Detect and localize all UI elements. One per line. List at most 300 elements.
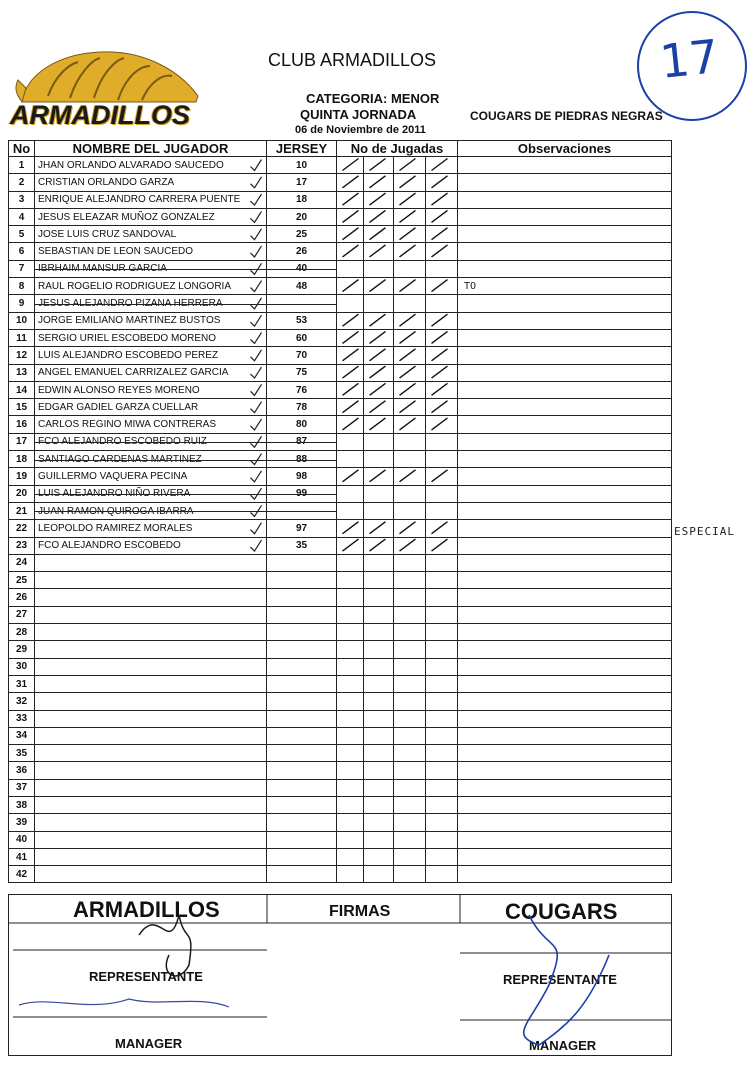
notes-cell: [458, 381, 672, 398]
player-name: [35, 693, 267, 710]
notes-cell: [458, 745, 672, 762]
notes-cell: [458, 831, 672, 848]
play-check-1: [337, 796, 364, 813]
play-check-4: [426, 174, 458, 191]
play-check-1: [337, 485, 364, 502]
row-number: 15: [9, 399, 35, 416]
play-check-2: [364, 433, 394, 450]
row-number: 14: [9, 381, 35, 398]
row-number: 2: [9, 174, 35, 191]
jersey-number: [267, 606, 337, 623]
player-name: EDWIN ALONSO REYES MORENO: [35, 381, 267, 398]
jersey-number: 18: [267, 191, 337, 208]
play-check-1: [337, 779, 364, 796]
player-name: [35, 814, 267, 831]
player-name: LUIS ALEJANDRO ESCOBEDO PEREZ: [35, 347, 267, 364]
table-row: [9, 329, 672, 346]
play-check-2: [364, 260, 394, 277]
row-number: 30: [9, 658, 35, 675]
player-name: ENRIQUE ALEJANDRO CARRERA PUENTE: [35, 191, 267, 208]
notes-cell: [458, 208, 672, 225]
play-check-2: [364, 191, 394, 208]
play-check-1: [337, 572, 364, 589]
play-check-2: [364, 208, 394, 225]
signature-scribbles: [9, 895, 671, 1055]
row-number: 37: [9, 779, 35, 796]
player-name: [35, 796, 267, 813]
play-check-4: [426, 520, 458, 537]
table-row: [9, 710, 672, 727]
table-row: [9, 208, 672, 225]
play-check-4: [426, 157, 458, 174]
row-number: 40: [9, 831, 35, 848]
play-check-2: [364, 364, 394, 381]
play-check-4: [426, 779, 458, 796]
play-check-3: [394, 675, 426, 692]
row-number: 27: [9, 606, 35, 623]
play-check-3: [394, 520, 426, 537]
jersey-number: [267, 693, 337, 710]
player-name: JORGE EMILIANO MARTINEZ BUSTOS: [35, 312, 267, 329]
table-row: [9, 675, 672, 692]
play-check-2: [364, 399, 394, 416]
play-check-2: [364, 606, 394, 623]
side-note: ESPECIAL: [674, 525, 735, 538]
play-check-4: [426, 624, 458, 641]
table-row: [9, 174, 672, 191]
play-check-2: [364, 226, 394, 243]
notes-cell: [458, 710, 672, 727]
play-check-4: [426, 641, 458, 658]
notes-cell: TO: [458, 278, 672, 295]
play-check-3: [394, 243, 426, 260]
player-name: FCO ALEJANDRO ESCOBEDO RUIZ: [35, 433, 267, 450]
notes-cell: [458, 554, 672, 571]
jersey-number: [267, 572, 337, 589]
play-check-3: [394, 260, 426, 277]
player-name: JOSE LUIS CRUZ SANDOVAL: [35, 226, 267, 243]
player-name: SEBASTIAN DE LEON SAUCEDO: [35, 243, 267, 260]
notes-cell: [458, 693, 672, 710]
play-check-1: [337, 624, 364, 641]
table-row: [9, 641, 672, 658]
notes-cell: [458, 814, 672, 831]
player-name: [35, 606, 267, 623]
notes-cell: [458, 485, 672, 502]
jersey-number: [267, 814, 337, 831]
table-row: [9, 624, 672, 641]
play-check-2: [364, 243, 394, 260]
notes-cell: [458, 624, 672, 641]
play-check-2: [364, 381, 394, 398]
notes-cell: [458, 295, 672, 312]
play-check-4: [426, 554, 458, 571]
row-number: 35: [9, 745, 35, 762]
jersey-number: [267, 710, 337, 727]
play-check-3: [394, 468, 426, 485]
player-name: GUILLERMO VAQUERA PECINA: [35, 468, 267, 485]
play-check-4: [426, 675, 458, 692]
notes-cell: [458, 174, 672, 191]
table-row: [9, 779, 672, 796]
notes-cell: [458, 796, 672, 813]
play-check-1: [337, 554, 364, 571]
player-name: JHAN ORLANDO ALVARADO SAUCEDO: [35, 157, 267, 174]
player-name: FCO ALEJANDRO ESCOBEDO: [35, 537, 267, 554]
table-row: [9, 260, 672, 277]
notes-cell: [458, 399, 672, 416]
play-check-2: [364, 866, 394, 883]
row-number: 41: [9, 848, 35, 865]
table-row: [9, 226, 672, 243]
row-number: 25: [9, 572, 35, 589]
play-check-4: [426, 329, 458, 346]
play-check-1: [337, 399, 364, 416]
table-row: [9, 157, 672, 174]
play-check-3: [394, 364, 426, 381]
table-row: [9, 416, 672, 433]
jersey-number: 60: [267, 329, 337, 346]
play-check-2: [364, 675, 394, 692]
play-check-2: [364, 796, 394, 813]
table-row: [9, 589, 672, 606]
play-check-1: [337, 537, 364, 554]
table-row: [9, 295, 672, 312]
home-team-label: ARMADILLOS: [73, 897, 220, 922]
jersey-number: [267, 675, 337, 692]
jersey-number: [267, 779, 337, 796]
player-name: [35, 675, 267, 692]
play-check-3: [394, 399, 426, 416]
play-check-1: [337, 208, 364, 225]
row-number: 9: [9, 295, 35, 312]
play-check-4: [426, 416, 458, 433]
firmas-label: FIRMAS: [329, 903, 391, 920]
signature-section: [8, 894, 672, 1056]
notes-cell: [458, 416, 672, 433]
play-check-2: [364, 451, 394, 468]
play-check-3: [394, 745, 426, 762]
play-check-3: [394, 814, 426, 831]
play-check-2: [364, 157, 394, 174]
table-row: [9, 796, 672, 813]
table-row: [9, 451, 672, 468]
play-check-4: [426, 831, 458, 848]
logo-text: ARMADILLOS: [10, 100, 190, 130]
play-check-4: [426, 312, 458, 329]
play-check-4: [426, 814, 458, 831]
notes-cell: [458, 848, 672, 865]
player-name: [35, 710, 267, 727]
play-check-4: [426, 226, 458, 243]
play-check-1: [337, 710, 364, 727]
play-check-3: [394, 831, 426, 848]
row-number: 20: [9, 485, 35, 502]
player-name: [35, 658, 267, 675]
play-check-3: [394, 485, 426, 502]
row-number: 3: [9, 191, 35, 208]
notes-cell: [458, 641, 672, 658]
table-row: [9, 364, 672, 381]
table-row: [9, 831, 672, 848]
row-number: 29: [9, 641, 35, 658]
row-number: 4: [9, 208, 35, 225]
play-check-1: [337, 658, 364, 675]
table-row: [9, 312, 672, 329]
notes-cell: [458, 433, 672, 450]
play-check-4: [426, 208, 458, 225]
play-check-3: [394, 658, 426, 675]
play-check-3: [394, 848, 426, 865]
row-number: 23: [9, 537, 35, 554]
row-number: 36: [9, 762, 35, 779]
jersey-number: 26: [267, 243, 337, 260]
table-row: [9, 727, 672, 744]
table-row: [9, 520, 672, 537]
table-row: [9, 606, 672, 623]
jersey-number: 70: [267, 347, 337, 364]
play-check-3: [394, 606, 426, 623]
col-plays: No de Jugadas: [337, 141, 458, 157]
notes-cell: [458, 606, 672, 623]
row-number: 18: [9, 451, 35, 468]
jersey-number: 10: [267, 157, 337, 174]
row-number: 42: [9, 866, 35, 883]
jersey-number: [267, 502, 337, 519]
play-check-3: [394, 693, 426, 710]
jersey-number: 98: [267, 468, 337, 485]
play-check-3: [394, 589, 426, 606]
play-check-1: [337, 693, 364, 710]
notes-cell: [458, 537, 672, 554]
jersey-number: 53: [267, 312, 337, 329]
play-check-1: [337, 243, 364, 260]
table-row: [9, 347, 672, 364]
play-check-3: [394, 381, 426, 398]
col-no: No: [9, 141, 35, 157]
play-check-4: [426, 347, 458, 364]
player-name: CARLOS REGINO MIWA CONTRERAS: [35, 416, 267, 433]
notes-cell: [458, 260, 672, 277]
jersey-number: [267, 831, 337, 848]
table-row: [9, 848, 672, 865]
play-check-2: [364, 831, 394, 848]
jersey-number: [267, 866, 337, 883]
play-check-4: [426, 727, 458, 744]
play-check-2: [364, 174, 394, 191]
home-rep-label: REPRESENTANTE: [89, 969, 203, 984]
notes-cell: [458, 779, 672, 796]
jersey-number: 88: [267, 451, 337, 468]
play-check-2: [364, 295, 394, 312]
play-check-4: [426, 606, 458, 623]
jersey-number: 78: [267, 399, 337, 416]
play-check-1: [337, 848, 364, 865]
notes-cell: [458, 468, 672, 485]
play-check-4: [426, 451, 458, 468]
play-check-2: [364, 779, 394, 796]
notes-cell: [458, 762, 672, 779]
date-label: 06 de Noviembre de 2011: [295, 124, 426, 136]
play-check-3: [394, 572, 426, 589]
play-check-3: [394, 451, 426, 468]
jersey-number: [267, 641, 337, 658]
play-check-1: [337, 364, 364, 381]
jersey-number: 48: [267, 278, 337, 295]
play-check-1: [337, 295, 364, 312]
table-row: [9, 468, 672, 485]
jersey-number: [267, 762, 337, 779]
play-check-3: [394, 866, 426, 883]
play-check-4: [426, 191, 458, 208]
player-name: [35, 624, 267, 641]
play-check-3: [394, 624, 426, 641]
player-name: LUIS ALEJANDRO NIÑO RIVERA: [35, 485, 267, 502]
player-name: [35, 554, 267, 571]
notes-cell: [458, 589, 672, 606]
table-row: [9, 866, 672, 883]
play-check-3: [394, 537, 426, 554]
play-check-3: [394, 710, 426, 727]
play-check-4: [426, 693, 458, 710]
play-check-2: [364, 727, 394, 744]
player-name: [35, 745, 267, 762]
row-number: 12: [9, 347, 35, 364]
table-row: [9, 658, 672, 675]
notes-cell: [458, 364, 672, 381]
table-row: [9, 243, 672, 260]
play-check-4: [426, 537, 458, 554]
play-check-3: [394, 762, 426, 779]
table-row: [9, 485, 672, 502]
play-check-1: [337, 641, 364, 658]
table-row: [9, 762, 672, 779]
col-jersey: JERSEY: [267, 141, 337, 157]
player-name: JESUS ALEJANDRO PIZANA HERRERA: [35, 295, 267, 312]
play-check-2: [364, 416, 394, 433]
jersey-number: [267, 796, 337, 813]
jersey-number: 25: [267, 226, 337, 243]
notes-cell: [458, 191, 672, 208]
away-rep-label: REPRESENTANTE: [503, 972, 617, 987]
play-check-1: [337, 433, 364, 450]
play-check-2: [364, 589, 394, 606]
table-row: [9, 278, 672, 295]
play-check-1: [337, 675, 364, 692]
play-check-2: [364, 329, 394, 346]
player-name: RAUL ROGELIO RODRIGUEZ LONGORIA: [35, 278, 267, 295]
player-name: [35, 831, 267, 848]
row-number: 31: [9, 675, 35, 692]
play-check-2: [364, 745, 394, 762]
row-number: 10: [9, 312, 35, 329]
row-number: 11: [9, 329, 35, 346]
play-check-3: [394, 226, 426, 243]
round-label: QUINTA JORNADA: [300, 107, 417, 122]
play-check-2: [364, 537, 394, 554]
jersey-number: 20: [267, 208, 337, 225]
row-number: 19: [9, 468, 35, 485]
row-number: 28: [9, 624, 35, 641]
play-check-1: [337, 606, 364, 623]
play-check-1: [337, 260, 364, 277]
play-check-2: [364, 520, 394, 537]
play-check-1: [337, 416, 364, 433]
play-check-2: [364, 624, 394, 641]
row-number: 38: [9, 796, 35, 813]
row-number: 1: [9, 157, 35, 174]
play-check-3: [394, 278, 426, 295]
play-check-3: [394, 502, 426, 519]
notes-cell: [458, 451, 672, 468]
player-name: [35, 848, 267, 865]
roster-body: [9, 157, 672, 883]
play-check-1: [337, 451, 364, 468]
play-check-1: [337, 831, 364, 848]
table-row: [9, 433, 672, 450]
table-row: [9, 381, 672, 398]
notes-cell: [458, 243, 672, 260]
row-number: 32: [9, 693, 35, 710]
player-name: ANGEL EMANUEL CARRIZALEZ GARCIA: [35, 364, 267, 381]
player-name: [35, 779, 267, 796]
table-row: [9, 572, 672, 589]
play-check-1: [337, 814, 364, 831]
player-name: EDGAR GADIEL GARZA CUELLAR: [35, 399, 267, 416]
play-check-4: [426, 260, 458, 277]
play-check-1: [337, 762, 364, 779]
play-check-1: [337, 174, 364, 191]
play-check-4: [426, 243, 458, 260]
jersey-number: [267, 727, 337, 744]
table-row: [9, 745, 672, 762]
jersey-number: 87: [267, 433, 337, 450]
play-check-3: [394, 329, 426, 346]
row-number: 33: [9, 710, 35, 727]
play-check-3: [394, 779, 426, 796]
away-team-label: COUGARS: [505, 899, 618, 924]
row-number: 5: [9, 226, 35, 243]
row-number: 21: [9, 502, 35, 519]
jersey-number: 97: [267, 520, 337, 537]
play-check-4: [426, 364, 458, 381]
player-name: [35, 589, 267, 606]
jersey-number: [267, 624, 337, 641]
row-number: 6: [9, 243, 35, 260]
jersey-number: 35: [267, 537, 337, 554]
play-check-4: [426, 399, 458, 416]
play-check-2: [364, 502, 394, 519]
play-check-2: [364, 762, 394, 779]
play-check-2: [364, 693, 394, 710]
table-row: [9, 191, 672, 208]
play-check-4: [426, 589, 458, 606]
notes-cell: [458, 658, 672, 675]
jersey-number: 75: [267, 364, 337, 381]
play-check-4: [426, 745, 458, 762]
play-check-4: [426, 796, 458, 813]
play-check-2: [364, 848, 394, 865]
player-name: [35, 572, 267, 589]
play-check-2: [364, 572, 394, 589]
jersey-number: [267, 554, 337, 571]
row-number: 13: [9, 364, 35, 381]
handwritten-stamp: [634, 8, 748, 124]
play-check-4: [426, 468, 458, 485]
notes-cell: [458, 727, 672, 744]
play-check-1: [337, 468, 364, 485]
col-name: NOMBRE DEL JUGADOR: [35, 141, 267, 157]
